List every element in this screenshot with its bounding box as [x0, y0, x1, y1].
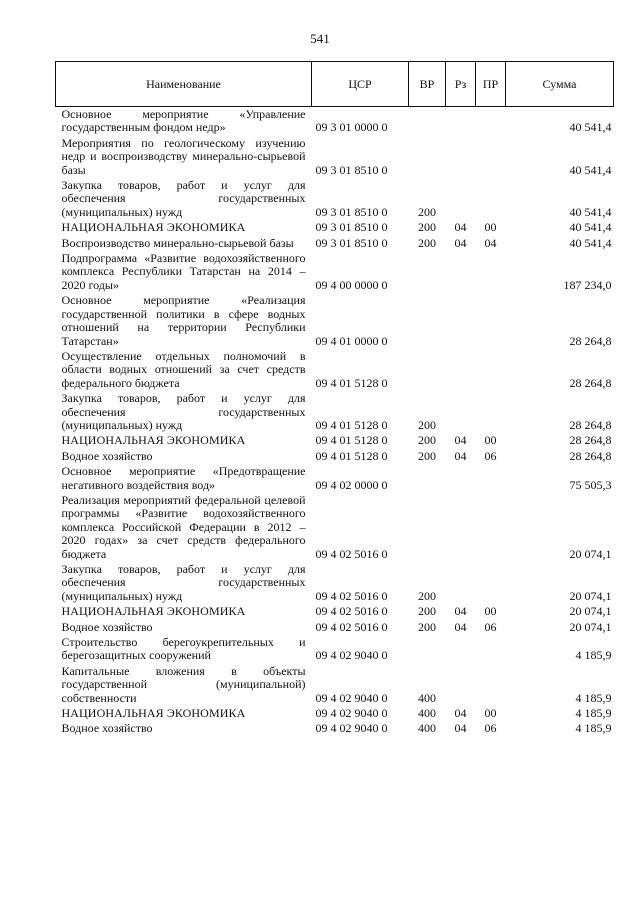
- row-name: Водное хозяйство: [61, 448, 153, 463]
- row-name: Основное мероприятие «Управление государственным фондом недр»: [61, 107, 306, 135]
- row-sum: 28 264,8: [569, 433, 612, 448]
- row-pr: [476, 178, 506, 220]
- row-vr: [409, 107, 446, 136]
- budget-table: [55, 61, 614, 737]
- row-name: Строительство берегоукрепительных и берегозащитных сооружений: [61, 635, 306, 663]
- header-csr: ЦСР: [312, 62, 409, 107]
- row-vr: 200: [418, 235, 436, 250]
- row-sum: 40 541,4: [569, 120, 612, 135]
- row-rz: 04: [454, 721, 467, 736]
- row-pr: 06: [484, 448, 497, 463]
- row-rz: [446, 391, 476, 433]
- row-vr: 200: [418, 220, 436, 235]
- row-csr: 09 4 01 0000 0: [315, 333, 388, 348]
- row-pr: 04: [484, 235, 497, 250]
- row-name: Мероприятия по геологическому изучению недр и воспроизводству минерально-сырьевой базы: [61, 135, 306, 177]
- table-row: [56, 251, 614, 293]
- row-name: НАЦИОНАЛЬНАЯ ЭКОНОМИКА: [61, 706, 246, 721]
- table-row: [56, 493, 614, 562]
- row-rz: 04: [454, 619, 467, 634]
- row-sum: 4 185,9: [575, 648, 612, 663]
- table-row: [56, 136, 614, 178]
- row-name: НАЦИОНАЛЬНАЯ ЭКОНОМИКА: [61, 604, 246, 619]
- table-row: [56, 293, 614, 349]
- header-pr: ПР: [476, 62, 506, 107]
- row-sum: 187 234,0: [563, 277, 612, 292]
- row-pr: [476, 251, 506, 293]
- row-pr: [476, 635, 506, 664]
- row-csr: 09 4 02 0000 0: [315, 477, 388, 492]
- row-pr: 00: [484, 220, 497, 235]
- row-rz: 04: [454, 448, 467, 463]
- row-csr: 09 3 01 0000 0: [315, 120, 388, 135]
- row-csr: 09 4 02 9040 0: [315, 690, 388, 705]
- row-vr: 200: [418, 448, 436, 463]
- table-row: [56, 391, 614, 433]
- row-sum: 20 074,1: [569, 619, 612, 634]
- row-name: Водное хозяйство: [61, 721, 153, 736]
- row-sum: 4 185,9: [575, 690, 612, 705]
- row-csr: 09 3 01 8510 0: [315, 204, 388, 219]
- row-rz: [446, 251, 476, 293]
- row-sum: 28 264,8: [569, 375, 612, 390]
- row-name: Капитальные вложения в объекты государственной (муниципальной) собственности: [61, 663, 306, 705]
- row-pr: 00: [484, 604, 497, 619]
- table-row: [56, 433, 614, 448]
- row-pr: 06: [484, 721, 497, 736]
- row-csr: 09 4 01 5128 0: [315, 433, 388, 448]
- row-name: Водное хозяйство: [61, 619, 153, 634]
- row-sum: 40 541,4: [569, 204, 612, 219]
- row-rz: [446, 664, 476, 706]
- page-number: 541: [310, 31, 330, 46]
- row-pr: [476, 391, 506, 433]
- row-csr: 09 4 00 0000 0: [315, 277, 388, 292]
- row-pr: 06: [484, 619, 497, 634]
- row-sum: 40 541,4: [569, 220, 612, 235]
- row-csr: 09 4 02 9040 0: [315, 721, 388, 736]
- row-rz: 04: [454, 433, 467, 448]
- row-csr: 09 4 02 9040 0: [315, 706, 388, 721]
- row-sum: 28 264,8: [569, 448, 612, 463]
- row-sum: 20 074,1: [569, 588, 612, 603]
- row-vr: 200: [418, 619, 436, 634]
- row-sum: 75 505,3: [569, 477, 612, 492]
- row-csr: 09 3 01 8510 0: [315, 162, 388, 177]
- header-name: Наименование: [56, 62, 312, 107]
- row-pr: [476, 664, 506, 706]
- table-row: [56, 604, 614, 619]
- row-rz: 04: [454, 604, 467, 619]
- row-sum: 40 541,4: [569, 235, 612, 250]
- row-sum: 20 074,1: [569, 604, 612, 619]
- row-name: Закупка товаров, работ и услуг для обеспечения государственных (муниципальных) нужд: [61, 391, 306, 432]
- row-vr: 200: [418, 417, 436, 432]
- table-row: [56, 721, 614, 736]
- table-row: [56, 449, 614, 464]
- row-csr: 09 4 02 5016 0: [315, 546, 388, 561]
- table-body: [56, 107, 614, 737]
- row-csr: 09 4 02 5016 0: [315, 619, 388, 634]
- row-vr: [409, 251, 446, 293]
- row-rz: [446, 349, 476, 391]
- row-vr: [409, 635, 446, 664]
- table-row: [56, 236, 614, 251]
- row-sum: 28 264,8: [569, 417, 612, 432]
- row-vr: 200: [418, 204, 436, 219]
- header-rz: Рз: [446, 62, 476, 107]
- row-rz: [446, 293, 476, 349]
- row-csr: 09 3 01 8510 0: [315, 235, 388, 250]
- row-name: Основное мероприятие «Реализация государственной политики в сфере водных отношений на территории Республики Татарстан»: [61, 293, 306, 348]
- row-rz: [446, 464, 476, 493]
- row-rz: [446, 107, 476, 136]
- row-vr: [409, 493, 446, 562]
- row-vr: 400: [418, 690, 436, 705]
- row-vr: 400: [418, 706, 436, 721]
- row-rz: 04: [454, 235, 467, 250]
- row-sum: 4 185,9: [575, 721, 612, 736]
- row-rz: [446, 136, 476, 178]
- row-vr: [409, 349, 446, 391]
- row-name: Основное мероприятие «Предотвращение негативного воздействия вод»: [61, 464, 306, 492]
- row-name: Воспроизводство минерально-сырьевой базы: [61, 235, 294, 250]
- table-row: [56, 349, 614, 391]
- row-vr: 200: [418, 433, 436, 448]
- row-rz: [446, 493, 476, 562]
- row-pr: [476, 293, 506, 349]
- table-row: [56, 635, 614, 664]
- row-sum: 40 541,4: [569, 162, 612, 177]
- table-row: [56, 562, 614, 604]
- row-rz: [446, 178, 476, 220]
- row-csr: 09 4 01 5128 0: [315, 448, 388, 463]
- row-name: Реализация мероприятий федеральной целевой программы «Развитие водохозяйственного комплекса Российской Федерации в 2012 – 2020 годах» за счет средств федерального бюджета: [61, 492, 306, 561]
- row-rz: [446, 562, 476, 604]
- row-name: Закупка товаров, работ и услуг для обеспечения государственных (муниципальных) нужд: [61, 178, 306, 219]
- table-row: [56, 220, 614, 235]
- row-vr: 200: [418, 604, 436, 619]
- row-csr: 09 4 02 9040 0: [315, 648, 388, 663]
- row-sum: 28 264,8: [569, 333, 612, 348]
- table-row: [56, 178, 614, 220]
- table-header-row: [56, 62, 614, 107]
- row-csr: 09 3 01 8510 0: [315, 220, 388, 235]
- row-pr: [476, 107, 506, 136]
- row-name: Осуществление отдельных полномочий в области водных отношений за счет средств федерального бюджета: [61, 348, 306, 390]
- row-csr: 09 4 02 5016 0: [315, 588, 388, 603]
- table-row: [56, 107, 614, 136]
- row-sum: 20 074,1: [569, 546, 612, 561]
- row-pr: 00: [484, 706, 497, 721]
- row-vr: [409, 293, 446, 349]
- row-pr: 00: [484, 433, 497, 448]
- row-vr: [409, 464, 446, 493]
- row-sum: 4 185,9: [575, 706, 612, 721]
- row-csr: 09 4 01 5128 0: [315, 417, 388, 432]
- header-vr: ВР: [409, 62, 446, 107]
- table-row: [56, 464, 614, 493]
- row-vr: 200: [418, 588, 436, 603]
- header-sum: Сумма: [506, 62, 614, 107]
- table-row: [56, 664, 614, 706]
- table-row: [56, 706, 614, 721]
- row-rz: 04: [454, 220, 467, 235]
- row-vr: [409, 136, 446, 178]
- row-name: НАЦИОНАЛЬНАЯ ЭКОНОМИКА: [61, 433, 246, 448]
- row-vr: 400: [418, 721, 436, 736]
- row-pr: [476, 349, 506, 391]
- row-csr: 09 4 01 5128 0: [315, 375, 388, 390]
- row-name: Подпрограмма «Развитие водохозяйственного комплекса Республики Татарстан на 2014 – 2020 годы»: [61, 251, 306, 292]
- table-row: [56, 620, 614, 635]
- row-pr: [476, 493, 506, 562]
- row-csr: 09 4 02 5016 0: [315, 604, 388, 619]
- row-rz: [446, 635, 476, 664]
- row-pr: [476, 136, 506, 178]
- row-rz: 04: [454, 706, 467, 721]
- row-name: Закупка товаров, работ и услуг для обеспечения государственных (муниципальных) нужд: [61, 562, 306, 603]
- row-name: НАЦИОНАЛЬНАЯ ЭКОНОМИКА: [61, 220, 246, 235]
- row-pr: [476, 464, 506, 493]
- row-pr: [476, 562, 506, 604]
